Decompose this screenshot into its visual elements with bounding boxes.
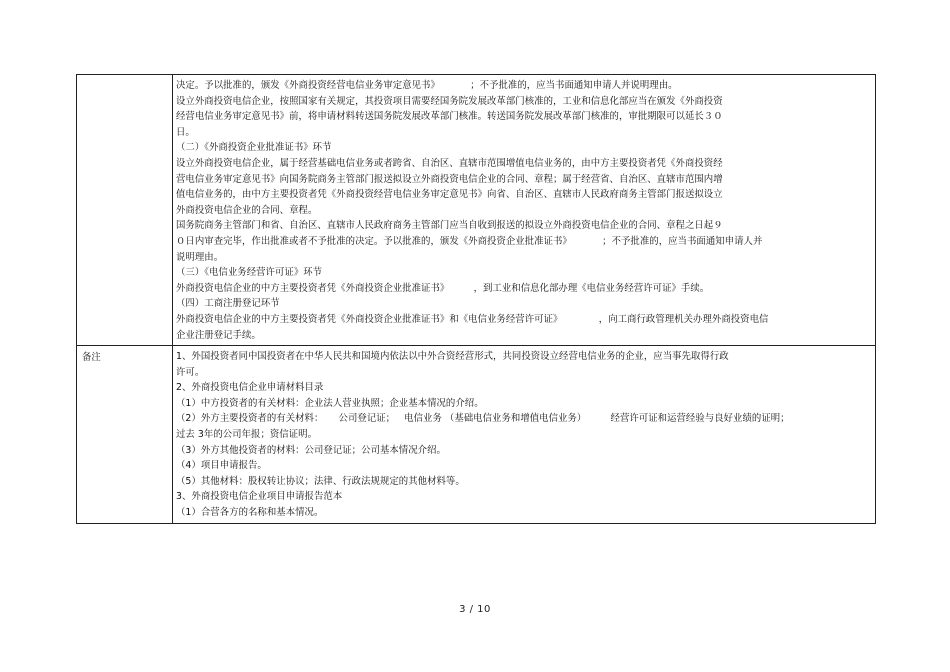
row-label-empty	[77, 75, 173, 346]
list-item: （2）外方主要投资者的有关材料： 公司登记证； 电信业务 （基础电信业务和增值电信业务） 经营许可证和运营经验与良好业绩的证明；	[176, 413, 790, 425]
text-line: 外商投资电信企业的中方主要投资者凭《外商投资企业批准证书》和《电信业务经营许可证》 ，向工商行政管理机关办理外商投资电信	[176, 313, 769, 325]
text-line: 设立外商投资电信企业，按照国家有关规定，其投资项目需要经国务院发展改革部门核准的，工业和信息化部应当在颁发《外商投资	[176, 95, 723, 107]
document-table	[76, 74, 876, 524]
text-line: 许可。	[176, 366, 205, 378]
section-heading: （四）工商注册登记环节	[176, 298, 280, 310]
text-line: 决定。予以批准的，颁发《外商投资经营电信业务审定意见书》 ；不予批准的，应当书面通知申请人并说明理由。	[176, 80, 678, 91]
text-line: 外商投资电信企业的中方主要投资者凭《外商投资企业批准证书》 ，到工业和信息化部办理《电信业务经营许可证》手续。	[176, 282, 710, 294]
text-line: 设立外商投资电信企业，属于经营基础电信业务或者跨省、自治区、直辖市范围增值电信业务的，由中方主要投资者凭《外商投资经	[176, 157, 723, 169]
text-line: ０日内审查完毕，作出批准或者不予批准的决定。予以批准的，颁发《外商投资企业批准证书》 ；不予批准的，应当书面通知申请人并	[176, 235, 763, 247]
text-line: 国务院商务主管部门和省、自治区、直辖市人民政府商务主管部门应当自收到报送的拟设立外商投资电信企业的合同、章程之日起９	[176, 220, 723, 232]
text-line: 外商投资电信企业的合同、章程。	[176, 204, 318, 216]
text-line: 1、外国投资者同中国投资者在中华人民共和国境内依法以中外合资经营形式，共同投资设立经营电信业务的企业，应当事先取得行政	[176, 351, 729, 363]
list-heading: 3、外商投资电信企业项目申请报告范本	[176, 491, 343, 503]
list-item: （1）合营各方的名称和基本情况。	[176, 507, 324, 519]
text-line: 日。	[176, 126, 195, 138]
table-row	[77, 75, 876, 346]
section-heading: （三）《电信业务经营许可证》环节	[176, 267, 323, 279]
list-item: （1）中方投资者的有关材料：企业法人营业执照；企业基本情况的介绍。	[176, 397, 484, 409]
list-item: （3）外方其他投资者的材料：公司登记证；公司基本情况介绍。	[176, 444, 446, 456]
text-line: 企业注册登记手续。	[176, 329, 261, 341]
text-line: 营电信业务审定意见书》向国务院商务主管部门报送拟设立外商投资电信企业的合同、章程；属于经营省、自治区、直辖市范围内增	[176, 173, 723, 185]
list-item: （4）项目申请报告。	[176, 460, 267, 472]
text-line: 值电信业务的，由中方主要投资者凭《外商投资经营电信业务审定意见书》向省、自治区、直辖市人民政府商务主管部门报送拟设立	[176, 189, 723, 201]
remarks-content-cell	[173, 346, 876, 524]
remarks-label: 备注	[77, 346, 173, 524]
table-row	[77, 346, 876, 524]
section-heading: （二）《外商投资企业批准证书》环节	[176, 142, 332, 154]
text-line: 说明理由。	[176, 251, 224, 263]
list-heading: 2、外商投资电信企业申请材料目录	[176, 382, 324, 394]
list-item: 过去 3年的公司年报；资信证明。	[176, 429, 317, 441]
page-number: 3 / 10	[459, 604, 491, 615]
list-item: （5）其他材料：股权转让协议；法律、行政法规规定的其他材料等。	[176, 475, 465, 487]
procedure-content-cell	[173, 75, 876, 346]
text-line: 经营电信业务审定意见书》前，将申请材料转送国务院发展改革部门核准。转送国务院发展改革部门核准的，审批期限可以延长３０	[176, 111, 723, 123]
